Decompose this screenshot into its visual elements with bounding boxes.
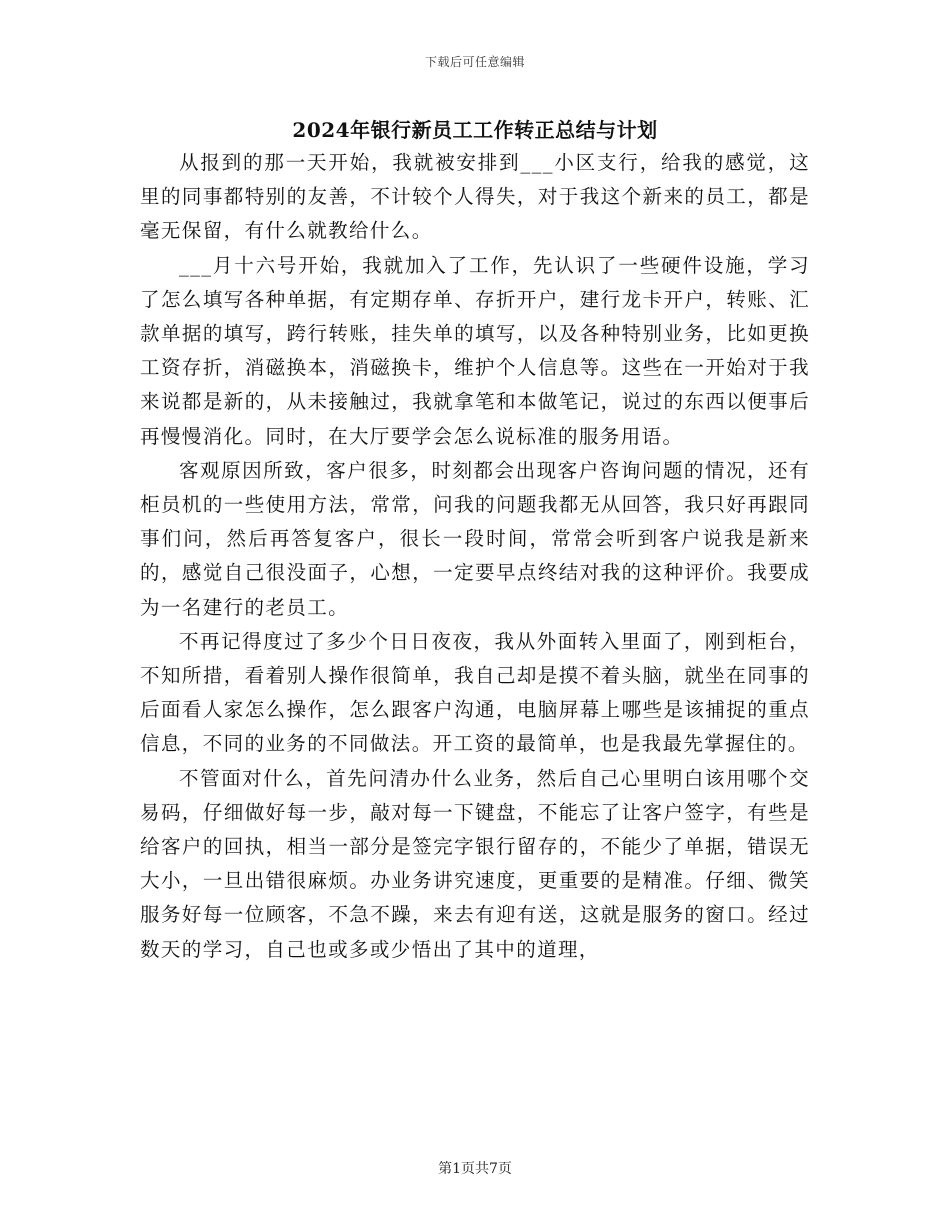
paragraph-1: 从报到的那一天开始，我就被安排到___小区支行，给我的感觉，这里的同事都特别的友善，不计较个人得失，对于我这个新来的员工，都是毫无保留，有什么就教给什么。 — [140, 151, 810, 243]
document-title: 2024年银行新员工工作转正总结与计划 — [292, 118, 658, 142]
paragraph-5: 不管面对什么，首先问清办什么业务，然后自己心里明白该用哪个交易码，仔细做好每一步，敲对每一下键盘，不能忘了让客户签字，有些是给客户的回执，相当一部分是签完字银行留存的，不能少了单据，错误无大小，一旦出错很麻烦。办业务讲究速度，更重要的是精准。仔细、微笑服务好每一位顾客，不急不躁，来去有迎有送，这就是服务的窗口。经过数天的学习，自己也或多或少悟出了其中的道理， — [140, 766, 810, 961]
page-header: 下载后可任意编辑 — [424, 55, 525, 69]
paragraph-3: 客观原因所致，客户很多，时刻都会出现客户咨询问题的情况，还有柜员机的一些使用方法，常常，问我的问题我都无从回答，我只好再跟同事们问，然后再答复客户，很长一段时间，常常会听到客户说我是新来的，感觉自己很没面子，心想，一定要早点终结对我的这种评价。我要成为一名建行的老员工。 — [140, 458, 810, 619]
paragraph-2: ___月十六号开始，我就加入了工作，先认识了一些硬件设施，学习了怎么填写各种单据，有定期存单、存折开户，建行龙卡开户，转账、汇款单据的填写，跨行转账，挂失单的填写，以及各种特别业务，比如更换工资存折，消磁换本，消磁换卡，维护个人信息等。这些在一开始对于我来说都是新的，从未接触过，我就拿笔和本做笔记，说过的东西以便事后再慢慢消化。同时，在大厅要学会怎么说标准的服务用语。 — [140, 253, 810, 448]
page-footer: 第1页共7页 — [438, 1161, 512, 1177]
paragraph-4: 不再记得度过了多少个日日夜夜，我从外面转入里面了，刚到柜台，不知所措，看着别人操作很简单，我自己却是摸不着头脑，就坐在同事的后面看人家怎么操作，怎么跟客户沟通，电脑屏幕上哪些是该捕捉的重点信息，不同的业务的不同做法。开工资的最简单，也是我最先掌握住的。 — [140, 629, 810, 756]
document-body — [140, 146, 810, 967]
